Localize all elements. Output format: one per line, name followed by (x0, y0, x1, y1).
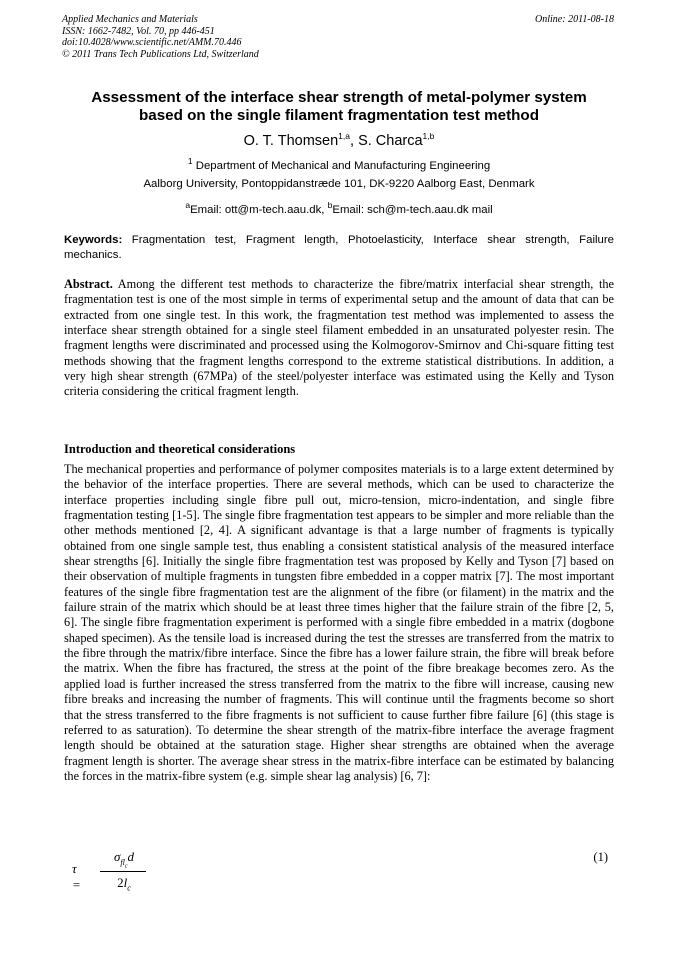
equation-number: (1) (593, 850, 608, 864)
fraction-bar (100, 871, 146, 872)
keywords (64, 233, 614, 263)
abstract-text: Among the different test methods to characterize the fibre/matrix interfacial shear strength, the fragmentation test is one of the most simple in terms of experimental setup and the amount of data that can be extracted from one single test. In this work, the fragmentation test method was implemented to assess the interface shear strength obtained for a single steel filament embedded in an unsaturated polyester resin. The fragment lengths were discriminated and processed using the Kolmogorov-Smirnov and Chi-square fitting test methods showing that the fragment lengths correspond to the extreme statistical distributions. In addition, a very high shear strength (67MPa) of the steel/polyester interface was estimated using the Kelly and Tyson criteria considering the critical fragment length. (64, 277, 614, 399)
sigma-symbol: σ (113, 849, 121, 864)
journal-name: Applied Mechanics and Materials (62, 14, 198, 25)
keywords-label: Keywords: (64, 234, 123, 246)
equation-lhs: τ = (72, 861, 81, 892)
title-line-2: based on the single filament fragmentation test method (139, 107, 539, 124)
email-b-marker: b (327, 200, 333, 210)
abstract (64, 277, 614, 400)
abstract-label: Abstract. (64, 277, 113, 291)
keywords-text: Fragmentation test, Fragment length, Photoelasticity, Interface shear strength, Failure mechanics. (64, 234, 614, 261)
equation-denominator (100, 875, 148, 893)
author-separator: , (350, 132, 359, 149)
email-a-marker: a (185, 200, 191, 210)
issn-line: ISSN: 1662-7482, Vol. 70, pp 446-451 (62, 25, 215, 37)
denominator-sub-c: c (127, 883, 131, 893)
email-line (40, 200, 638, 216)
department: Department of Mechanical and Manufacturing Engineering (192, 159, 491, 172)
numerator-d: d (127, 849, 135, 864)
email-a: Email: ott@m-tech.aau.dk, (190, 203, 328, 216)
affiliation-dept (40, 156, 638, 172)
author-list (40, 131, 638, 149)
sub-l: l (122, 857, 125, 867)
author-1-affil: 1,a (338, 131, 350, 141)
title-line-1: Assessment of the interface shear strength of metal-polymer system (91, 89, 587, 106)
online-date: Online: 2011-08-18 (535, 14, 614, 25)
author-2: S. Charca (358, 132, 423, 149)
author-1: O. T. Thomsen (243, 132, 339, 149)
denominator-2: 2 (117, 875, 124, 891)
sub-c: c (124, 863, 128, 870)
copyright-line: © 2011 Trans Tech Publications Ltd, Switzerland (62, 48, 259, 60)
paper-title (40, 89, 638, 125)
denominator-l: l (123, 875, 128, 891)
section-heading: Introduction and theoretical considerations (64, 442, 296, 456)
journal-header (62, 14, 259, 60)
author-2-affil: 1,b (422, 131, 435, 141)
intro-paragraph: The mechanical properties and performance of polymer composites materials is to a large extent determined by the behavior of the interface properties. There are several methods, which can be used to characterize the interface properties including single fibre pull out, micro-tension, micro-indentation, and single fibre fragmentation testing [1-5]. The single fibre fragmentation test appears to be simpler and more reliable than the other methods mentioned [2, 4]. A significant advantage is that a large number of fragments is typically obtained from one single sample test, thus enabling a consistent statistical analysis of the measured interface shear strengths [6]. Initially the single fibre fragmentation test was proposed by Kelly and Tyson [7] based on their observation of multiple fragments in tungsten fibre embedded in a copper matrix [7]. The most important features of the single fibre fragmentation test are the alignment of the fibre (or filament) in the matrix and the failure strain of the matrix which should be at least three times higher that the failure strain of the fibre [2, 5, 6]. The single fibre fragmentation experiment is performed with a single fibre embedded in a matrix (dogbone shaped specimen). As the tensile load is increased during the test the stresses are transferred from the matrix to the fibre through the matrix/fibre interface. Since the fibre has a lower failure strain, the fibre will break before the matrix. When the fibre has fractured, the stress at the point of the fibre breakage becomes zero. As the applied load is further increased the stress transferred from the matrix to the fibre will increase, causing new fibre breaks and increasing the number of fragments. This will continue until the fragments become so short that the stress transferred to the fibre fragments is not sufficient to cause further fibre failure [6] (this stage is referred to as saturation). To determine the shear strength of the matrix-fibre interface the average fragment length should be obtained at the saturation stage. Higher shear strengths are obtained when the average fragment length is shorter. The average shear stress in the matrix-fibre interface can be estimated by balancing the forces in the matrix-fibre system (e.g. simple shear lag analysis) [6, 7]: (64, 462, 614, 783)
affil-marker: 1 (187, 156, 193, 166)
doi-line: doi:10.4028/www.scientific.net/AMM.70.446 (62, 37, 242, 48)
sub-f: f (120, 857, 123, 867)
equation-numerator (100, 849, 148, 869)
email-b: Email: sch@m-tech.aau.dk mail (332, 203, 493, 216)
equation-fraction (100, 849, 148, 893)
affiliation-address: Aalborg University, Pontoppidanstræde 101, DK-9220 Aalborg East, Denmark (143, 178, 535, 190)
